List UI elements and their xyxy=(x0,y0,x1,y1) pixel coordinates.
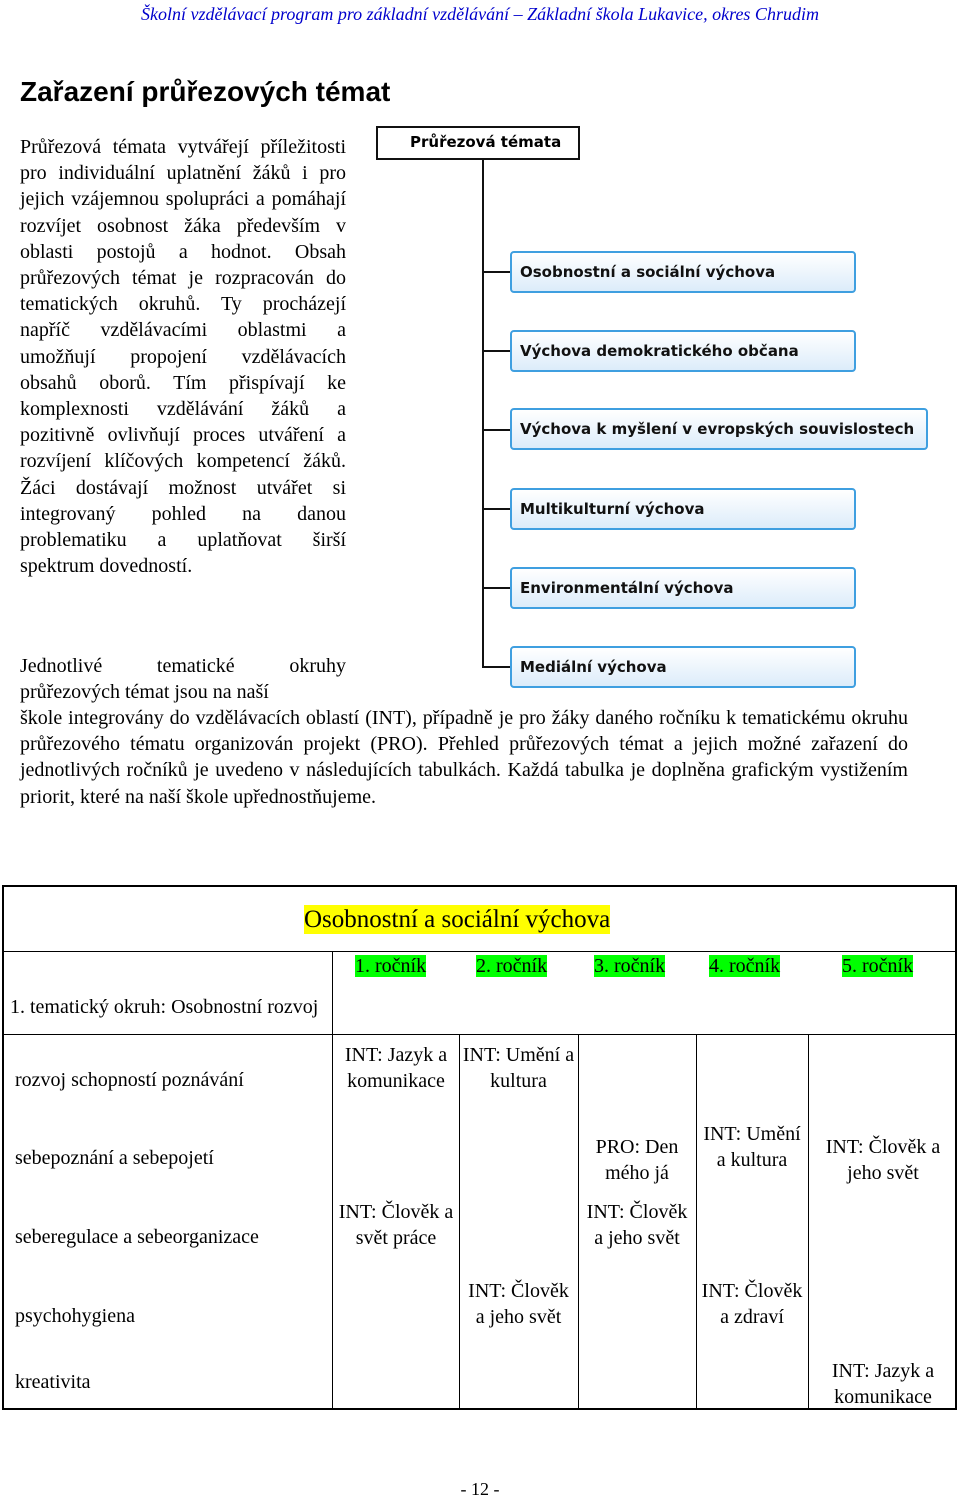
cell-g5-top: INT: Člověk a jeho svět xyxy=(825,1136,941,1184)
diagram-branch xyxy=(482,666,510,668)
para2-start: Jednotlivé tematické okruhy průřezových témat jsou na naší xyxy=(20,655,346,704)
cell-g5-bot: INT: Jazyk a komunikace xyxy=(831,1360,935,1408)
cell-g1-top: INT: Jazyk a komunikace xyxy=(344,1044,448,1092)
table-rule xyxy=(808,1034,809,1410)
diagram-node-demokraticky: Výchova demokratického občana xyxy=(510,330,856,372)
diagram-node-medialni: Mediální výchova xyxy=(510,646,856,688)
intro-paragraph: Průřezová témata vytvářejí příležitosti pro individuální uplatnění žáků i pro jejich vzájemnou spolupráci a pomáhají rozvíjet osobnost žáka především v oblasti postojů a hodnot. Obsah průřezových témat je rozpracován do tematických okruhů. Ty procházejí napříč vzdělávacími oblastmi a umožňují propojení vzdělávacích obsahů oborů. Tím přispívají ke komplexnosti vzdělávání žáků a pozitivně ovlivňují proces utváření a rozvíjení klíčových kompetencí žáků. Žáci dostávají možnost utvářet si integrovaný pohled na danou problematiku a uplatňovat širší spektrum dovedností. xyxy=(20,136,346,578)
grade-1-header: 1. ročník xyxy=(355,955,427,977)
table-rule xyxy=(696,1034,697,1410)
page-number: - 12 - xyxy=(460,1479,500,1499)
table-rule xyxy=(2,951,957,952)
cell-g3-mid: INT: Člověk a jeho svět xyxy=(586,1201,688,1249)
diagram-branch xyxy=(482,429,510,431)
page-header: Školní vzdělávací program pro základní vzdělávání – Základní škola Lukavice, okres Chrudim xyxy=(141,4,819,24)
para2-rest: škole integrovány do vzdělávacích oblastí (INT), případně je pro žáky daného ročníku k tematickému okruhu průřezového tématu organizován projekt (PRO). Přehled průřezových témat a jejich možné zařazení do jednotlivých ročníků je uvedeno v následujících tabulkách. Každá tabulka je doplněna grafickým vystižením priorit, které na naší škole upřednostňujeme. xyxy=(20,707,908,808)
row-label-seberegulace: seberegulace a sebeorganizace xyxy=(15,1226,259,1248)
table-title: Osobnostní a sociální výchova xyxy=(304,906,611,933)
diagram-branch xyxy=(482,508,510,510)
diagram-branch xyxy=(482,587,510,589)
diagram-root: Průřezová témata xyxy=(376,126,580,160)
diagram-branch xyxy=(482,350,510,352)
thematic-area-label: 1. tematický okruh: Osobnostní rozvoj xyxy=(10,996,319,1018)
diagram-node-environmentalni: Environmentální výchova xyxy=(510,567,856,609)
diagram-trunk xyxy=(482,160,484,667)
cell-g2-bot: INT: Člověk a jeho svět xyxy=(468,1280,569,1328)
cell-g3-top: PRO: Den mého já xyxy=(595,1136,679,1184)
diagram-node-multikulturni: Multikulturní výchova xyxy=(510,488,856,530)
table-rule xyxy=(578,1034,579,1410)
table-rule xyxy=(332,951,333,1410)
diagram-branch xyxy=(482,271,510,273)
section-title: Zařazení průřezových témat xyxy=(20,76,391,107)
grade-5-header: 5. ročník xyxy=(842,955,914,977)
cell-g1-mid: INT: Člověk a svět práce xyxy=(338,1201,454,1249)
row-label-kreativita: kreativita xyxy=(15,1371,91,1393)
grade-4-header: 4. ročník xyxy=(709,955,781,977)
row-label-psychohygiena: psychohygiena xyxy=(15,1305,135,1327)
diagram-node-osobnostni: Osobnostní a sociální výchova xyxy=(510,251,856,293)
table-rule xyxy=(459,1034,460,1410)
diagram-node-evropske: Výchova k myšlení v evropských souvislostech xyxy=(510,408,928,450)
cell-g2-top: INT: Umění a kultura xyxy=(462,1044,575,1092)
row-label-poznavani: rozvoj schopností poznávání xyxy=(15,1069,244,1091)
cell-g4-bot: INT: Člověk a zdraví xyxy=(701,1280,803,1328)
grade-2-header: 2. ročník xyxy=(476,955,548,977)
table-rule xyxy=(2,1034,957,1035)
cell-g4-top: INT: Umění a kultura xyxy=(703,1123,801,1171)
row-label-sebepoznani: sebepoznání a sebepojetí xyxy=(15,1147,214,1169)
grade-3-header: 3. ročník xyxy=(594,955,666,977)
